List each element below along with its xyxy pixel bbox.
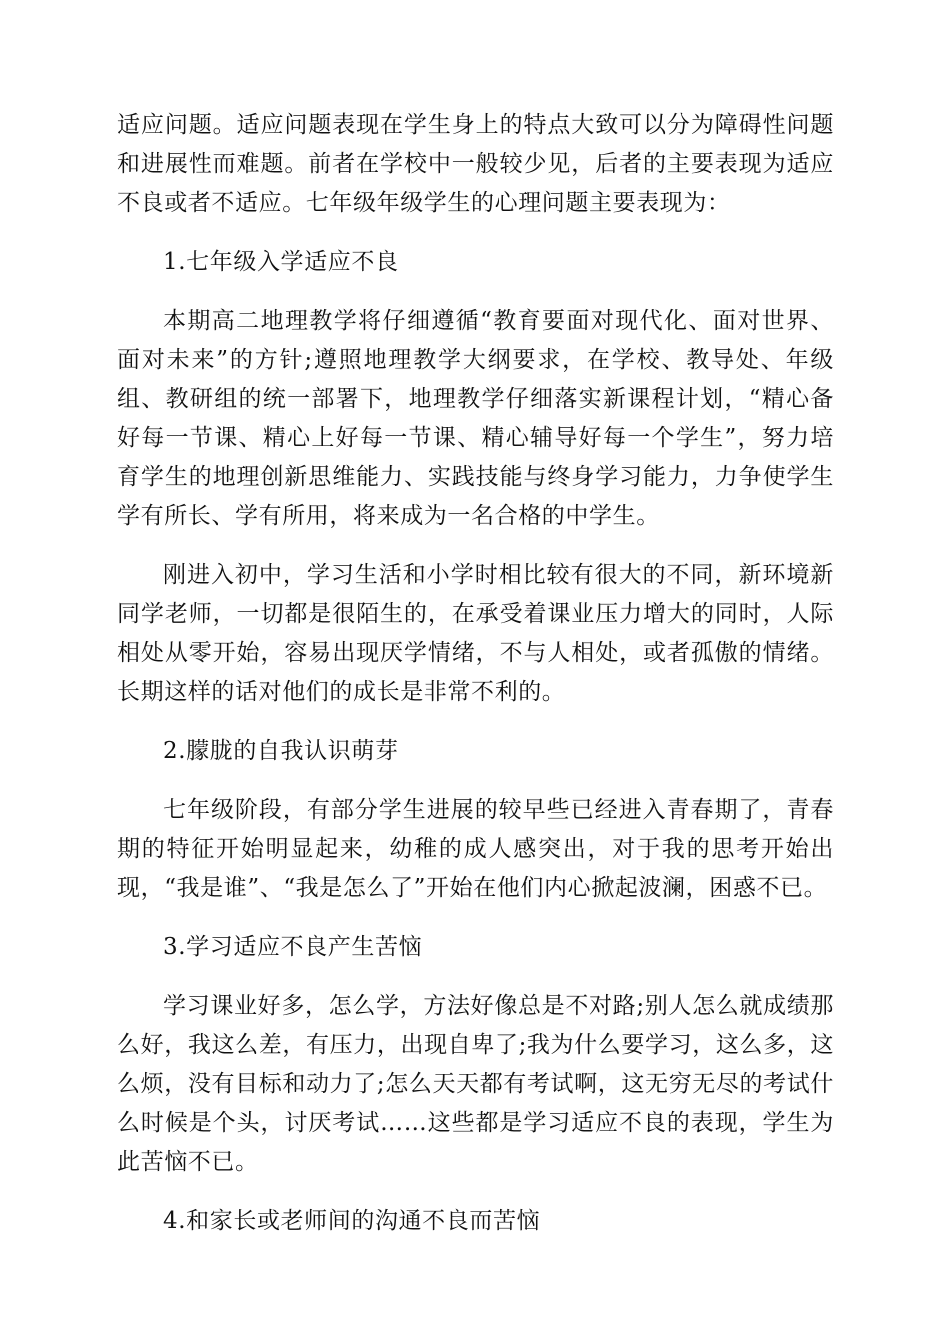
paragraph-self-awareness: 七年级阶段，有部分学生进展的较早些已经进入青春期了，青春期的特征开始明显起来，幼稚的成人感突出，对于我的思考开始出现，“我是谁”、“我是怎么了”开始在他们内心掀起波澜，困惑不已。 (117, 797, 834, 901)
section-heading-3: 3.学习适应不良产生苦恼 (163, 934, 423, 960)
paragraph-new-environment: 刚进入初中，学习生活和小学时相比较有很大的不同，新环境新同学老师，一切都是很陌生的，在承受着课业压力增大的同时，人际相处从零开始，容易出现厌学情绪，不与人相处，或者孤傲的情绪。长期这样的话对他们的成长是非常不利的。 (117, 562, 834, 705)
paragraph-intro: 适应问题。适应问题表现在学生身上的特点大致可以分为障碍性问题和进展性而难题。前者在学校中一般较少见，后者的主要表现为适应不良或者不适应。七年级年级学生的心理问题主要表现为： (117, 112, 834, 216)
section-heading-1: 1.七年级入学适应不良 (163, 249, 399, 275)
section-heading-4: 4.和家长或老师间的沟通不良而苦恼 (163, 1208, 541, 1234)
paragraph-teaching-plan: 本期高二地理教学将仔细遵循“教育要面对现代化、面对世界、面对未来”的方针;遵照地理教学大纲要求，在学校、教导处、年级组、教研组的统一部署下，地理教学仔细落实新课程计划，“精心备好每一节课、精心上好每一节课、精心辅导好每一个学生”，努力培育学生的地理创新思维能力、实践技能与终身学习能力，力争使学生学有所长、学有所用，将来成为一名合格的中学生。 (117, 308, 834, 529)
document-body (117, 106, 834, 1261)
paragraph-learning-stress: 学习课业好多，怎么学，方法好像总是不对路;别人怎么就成绩那么好，我这么差，有压力，出现自卑了;我为什么要学习，这么多，这么烦，没有目标和动力了;怎么天天都有考试啊，这无穷无尽的考试什么时候是个头，讨厌考试……这些都是学习适应不良的表现，学生为此苦恼不已。 (117, 993, 834, 1175)
section-heading-2: 2.朦胧的自我认识萌芽 (163, 738, 399, 764)
